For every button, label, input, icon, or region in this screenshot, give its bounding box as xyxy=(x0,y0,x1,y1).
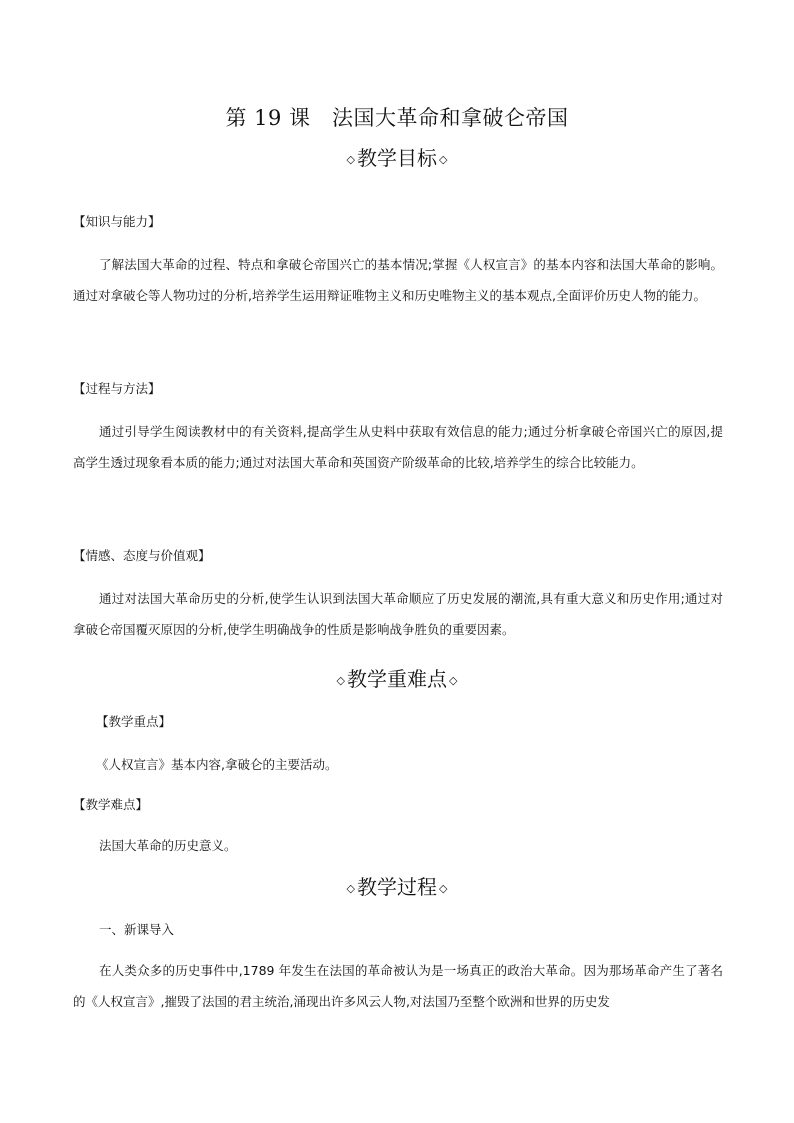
process-method-paragraph: 通过引导学生阅读教材中的有关资料,提高学生从史料中获取有效信息的能力;通过分析拿破仑帝国兴亡的原因,提高学生透过现象看本质的能力;通过对法国大革命和英国资产阶级革命的比较,培养学生的综合比较能力。 xyxy=(73,424,723,470)
lesson-title: 第 19 课 法国大革命和拿破仑帝国 xyxy=(225,106,569,130)
emotion-paragraph: 通过对法国大革命历史的分析,使学生认识到法国大革命顺应了历史发展的潮流,具有重大意义和历史作用;通过对拿破仑帝国覆灭原因的分析,使学生明确战争的性质是影响战争胜负的重要因素。 xyxy=(73,591,723,637)
focus-text: 《人权宣言》基本内容,拿破仑的主要活动。 xyxy=(96,757,338,772)
teaching-process-heading-text: 教学过程 xyxy=(357,875,437,899)
difficulty-label: 【教学难点】 xyxy=(73,797,149,812)
knowledge-paragraph: 了解法国大革命的过程、特点和拿破仑帝国兴亡的基本情况;掌握《人权宣言》的基本内容和法国大革命的影响。通过对拿破仑等人物功过的分析,培养学生运用辩证唯物主义和历史唯物主义的基本观点,全面评价历史人物的能力。 xyxy=(73,257,723,303)
process-method-label: 【过程与方法】 xyxy=(73,381,161,396)
intro-paragraph: 在人类众多的历史事件中,1789 年发生在法国的革命被认为是一场真正的政治大革命。因为那场革命产生了著名的《人权宣言》,摧毁了法国的君主统治,涌现出许多风云人物,对法国乃至整个欧洲和世界的历史发 xyxy=(73,963,723,1009)
diamond-right-icon: ◇ xyxy=(449,673,458,687)
teaching-process-heading xyxy=(0,872,794,904)
focus-label: 【教学重点】 xyxy=(96,714,172,729)
intro-label: 一、新课导入 xyxy=(99,922,175,937)
key-points-heading xyxy=(0,664,794,696)
diamond-right-icon: ◇ xyxy=(439,152,448,166)
diamond-left-icon: ◇ xyxy=(346,881,355,895)
objectives-heading-text: 教学目标 xyxy=(357,146,437,170)
key-points-heading-text: 教学重难点 xyxy=(347,667,447,691)
knowledge-label: 【知识与能力】 xyxy=(73,214,161,229)
objectives-heading xyxy=(0,143,794,175)
diamond-left-icon: ◇ xyxy=(346,152,355,166)
emotion-label: 【情感、态度与价值观】 xyxy=(73,548,211,563)
diamond-left-icon: ◇ xyxy=(336,673,345,687)
diamond-right-icon: ◇ xyxy=(439,881,448,895)
difficulty-text: 法国大革命的历史意义。 xyxy=(99,838,237,853)
